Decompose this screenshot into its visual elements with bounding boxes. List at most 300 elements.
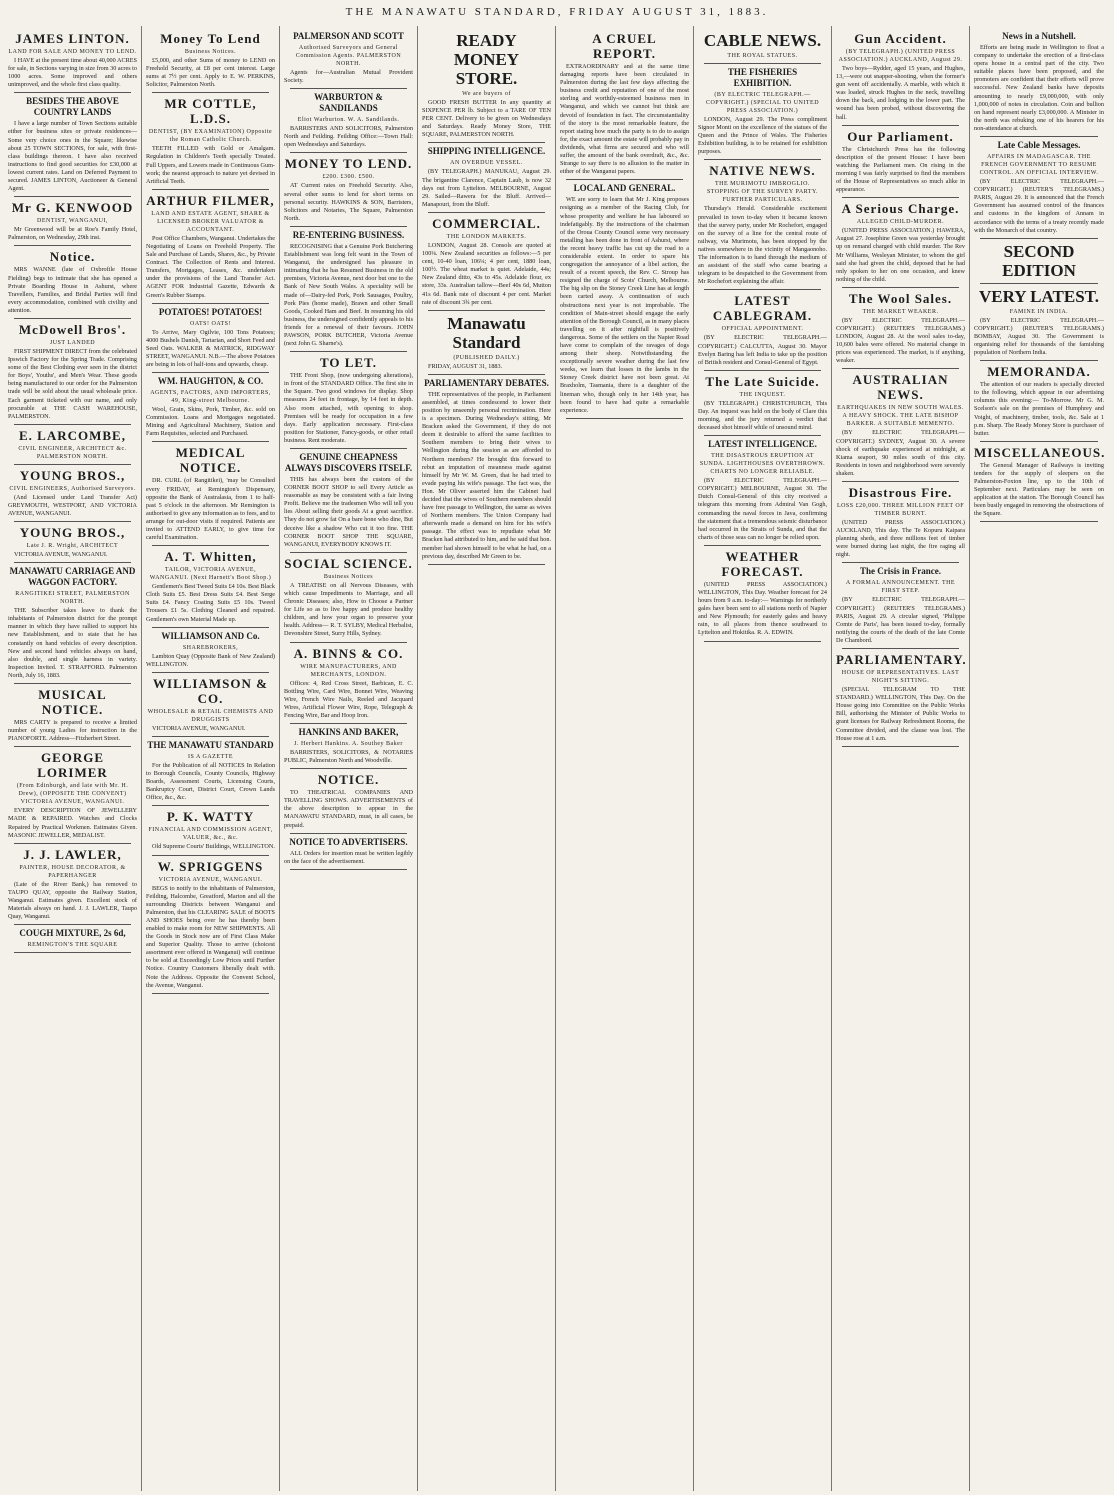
divider-rule (152, 545, 269, 546)
article-subheading: FAMINE IN INDIA. (1009, 308, 1069, 315)
article-headline: LOCAL AND GENERAL. (573, 183, 676, 194)
article (284, 355, 413, 449)
article (146, 96, 275, 189)
article (146, 809, 275, 855)
article-subheading: A FORMAL ANNOUNCEMENT. THE FIRST STEP. (845, 580, 956, 595)
article-headline: Notice. (49, 249, 96, 265)
article (146, 859, 275, 994)
article-headline: THE MANAWATU STANDARD (147, 739, 274, 750)
article-subheading: THE MURIMOTU IMBROGLIO. STOPPING OF THE SURVEY PARTY. FURTHER PARTICULARS. (706, 181, 819, 204)
article-body: (SPECIAL TELEGRAM TO THE STANDARD.) WELLINGTON, This Day. On the House going into Committee on the Public Works Bill, authorising the Minister of Public Works to grant licenses for Railway Refreshment Rooms, the Committee divided, and the clause was lost. The House rose at 1 a.m. (836, 686, 965, 742)
article-body: WE are sorry to learn that Mr J. King proposes resigning as a member of the Racing Club, for whose prosperity and welfare he has laboured so indefatigably. By the instructions of the chairman of the Oroua County Council some very necessary metalling has been done in front of Ashurst, where the recent heavy traffic has cut up the road to a considerable extent. In order to spare his congregation the annoyance of a libel action, the result of a recent speech, the Rev. C. Stroup has resigned the charge of Scots' Church, Melbourne. The big slip on the Stoney Creek Line has at length been carted away. A continuation of such obstructions next year is not improbable. The condition of Main-street should engage the early attention of the Borough Council, as in many places travelling on it after nightfall is positively dangerous. Some of the settlers on the Napier Road have come to complain of the ravages of dogs among their sheep. Notwithstanding the exceptionally severe weather during the last few weeks, we learn that losses in the lambs in the Stoney Creek district have not been great. At Braxholm, Tasmania, there is a daughter of the lineman who, though only in her 14th year, has been found to have had quite a remarkable experience. (560, 196, 689, 414)
article-headline: A Serious Charge. (841, 201, 960, 217)
article-body: THE representatives of the people, in Parliament assembled, at times condescend to lower their position by unseemly personal recrimination. Here is a specimen. During Wednesday's sitting, Mr Bracken asked the Government, if they do not deem it desirable to afford the same facilities to Southern members to bring their wives to Wellington during the session as are afforded to Northern members? He brought this forward to rebut an imputation of meanness made against himself by Mr W. M. Green, that he had tried to evade paying his wife's passage. The fact was, the Hon. Mr Oliver asserted him the Cabinet had decided that the wives of Southern members should have free passage to Wellington, the same as wives of Northern members. The Union Company had afterwards made a demand on him for his wife's passage. The effect was to repudiate what Mr Bracken had attributed to him, and he said that hon. member had shown himself to be what he had, on a previous day, described Mr Green to be. (422, 390, 551, 560)
article (146, 307, 275, 373)
article-subheading: VICTORIA AVENUE, WANGANUI. (158, 876, 263, 883)
article-headline: POTATOES! POTATOES! (158, 306, 263, 317)
article-subheading: OATS! OATS! (189, 320, 231, 327)
divider-rule (842, 562, 959, 563)
article-headline: McDowell Bros'. (18, 321, 127, 337)
article-headline: PALMERSON AND SCOTT (293, 31, 404, 41)
article-headline: LATEST INTELLIGENCE. (708, 439, 817, 450)
article-body: FIRST SHIPMENT DIRECT from the celebrated Ipswich Factory for the Spring Trade. Comprising some of the Best Clothing ever seen in the district for Boys', Youths', and Men's Wear. These goods being manufactured to our order for the Palmerston trade will be sold about the usual wholesale price. Each garment ticketed with our name, and only procurable at THE CASH WAREHOUSE, PALMERSTON. (8, 347, 137, 420)
article (8, 31, 137, 93)
article-body: FRIDAY, AUGUST 31, 1883. (428, 362, 503, 370)
article-subheading: OFFICIAL APPOINTMENT. (721, 326, 804, 333)
article-headline: YOUNG BROS., (19, 525, 126, 541)
divider-rule (14, 683, 131, 684)
article-body: AT Current rates on Freehold Security. Also, several other sums to lend for short terms on personal security. HAWKINS & SON, Barristers, Solicitors and Notaries, The Square, Palmerston North. (284, 182, 413, 222)
column-7 (832, 26, 970, 1491)
article-headline: J. J. LAWLER, (23, 846, 122, 862)
article-subheading: TAILOR, VICTORIA AVENUE, WANGANUI. (Next Harnett's Boot Shop.) (149, 567, 272, 582)
divider-rule (428, 564, 545, 565)
article-subheading: IS A GAZETTE (188, 753, 233, 760)
article-headline: VERY LATEST. (978, 286, 1099, 306)
article-body: For the Publication of all NOTICES In Relation to Borough Councils, County Councils, Highway Boards, Assessment Courts, Licensing Courts, Bankruptcy Court, District Court, Crown Lands Office, &c., &c. (146, 761, 275, 802)
article-subheading: AN OVERDUE VESSEL. (450, 160, 523, 167)
article (284, 556, 413, 643)
divider-rule (704, 545, 821, 546)
columns-container (4, 26, 1110, 1491)
divider-rule (980, 283, 1098, 284)
divider-rule (14, 196, 131, 197)
article-body: (And Licensed under Land Transfer Act) GREYMOUTH, WESTPORT, AND VICTORIA AVENUE, WANGANUI. (8, 493, 137, 517)
divider-rule (14, 92, 131, 93)
article-subheading: LOSS £20,000. THREE MILLION FEET OF TIMBER BURNT. (836, 503, 965, 517)
article-headline: TO LET. (319, 355, 378, 371)
article-body: GOOD FRESH BUTTER In any quantity at SIXPENCE PER lb. Subject to a TARE OF TEN PER CENT. Delivery to be given on Wednesdays and Saturdays. Ready Money Store, THE SQUARE, PALMERSTON NORTH. (422, 99, 551, 139)
article-body: TEETH FILLED with Gold or Amalgam. Regulation in Children's Teeth specially Treated. Full Uppers, and Lowers made in Continuous Gum-work; the nearest approach to nature yet devised in Artificial Teeth. (146, 145, 275, 185)
article-body: The Christchurch Press has the following description of the present House: I have been watching the Parliament men. On rising in the morning I was fairly surprised to find the members of the House of Representatives so much alike in appearance. (836, 145, 965, 194)
divider-rule (428, 374, 545, 375)
article (422, 216, 551, 311)
article (284, 837, 413, 870)
article-subheading: REMINGTON'S THE SQUARE (27, 942, 118, 949)
article-subheading: AFFAIRS IN MADAGASCAR. THE FRENCH GOVERNMENT TO RESUME CONTROL. AN OFFICIAL INTERVIEW. (979, 154, 1099, 177)
article-headline: News in a Nutshell. (1002, 31, 1076, 41)
article-subheading: HOUSE OF REPRESENTATIVES. LAST NIGHT'S SITTING. (841, 670, 960, 685)
divider-rule (14, 924, 131, 925)
article (8, 322, 137, 425)
divider-rule (842, 368, 959, 369)
article (146, 549, 275, 627)
article-headline: MR COTTLE, L.D.S. (164, 96, 257, 127)
article-body: Wool, Grain, Skins, Pork, Timber, &c. sold on Commission. Loans and Mortgages negotiated. Mining and Agricultural Machinery, Station and Farm Requisites, selected and Purchased. (146, 406, 275, 438)
divider-rule (842, 648, 959, 649)
divider-rule (290, 351, 407, 352)
article-subheading: LAND AND ESTATE AGENT, SHARE & LICENSED BROKER VALUATOR & ACCOUNTANT. (151, 210, 270, 233)
article-headline: NOTICE TO ADVERTISERS. (289, 836, 408, 847)
article-headline: The Wool Sales. (848, 290, 953, 306)
divider-rule (290, 833, 407, 834)
divider-rule (14, 424, 131, 425)
article-headline: MONEY TO LEND. (284, 156, 413, 172)
divider-rule (704, 641, 821, 642)
article (698, 163, 827, 290)
divider-rule (152, 855, 269, 856)
article-headline: ARTHUR FILMER, (146, 192, 275, 208)
article-body: THE Front Shop, (now undergoing alterations), in front of the STANDARD Office. The first site in the Square. Two good windows for display. Shop measures 24 feet in frontage, by 14 feet in depth. Also room attached, with opening to shop. Premises will be ready for occupation in a few days. Early application necessary. First-class position for Stationer, Fancy-goods, or other retail business. Rent moderate. (284, 372, 413, 444)
article (8, 468, 137, 522)
article-headline: Money To Lend (160, 31, 261, 46)
article-body: Gentlemen's Best Tweed Suits £4 10s. Best Black Cloth Suits £5. Best Dress Suits £4. Best Serge Suits £4. Fancy Coating Suits £5 10s. Tweed Trousers £1 5s. Clothing Cleaned and repaired. Gentlemen's own Material Made up. (146, 583, 275, 623)
column-8 (970, 26, 1108, 1491)
article-headline: The Late Suicide. (705, 373, 820, 389)
article-body: Agents for—Australian Mutual Provident Society. (284, 69, 413, 85)
article (836, 652, 965, 747)
article (8, 750, 137, 843)
article-body: (BY ELECTRIC TELEGRAPH.—COPYRIGHT.) CALCUTTA, August 30. Mayor Evelyn Baring has left India to take up the position of British resident and Consul-General of Egypt. (698, 334, 827, 366)
divider-rule (152, 372, 269, 373)
divider-rule (152, 189, 269, 190)
divider-rule (566, 179, 683, 180)
article-subheading: RANGITIKEI STREET, PALMERSTON NORTH. (15, 591, 130, 606)
article-body: ALL Orders for insertion must be written legibly on the face of the advertisement. (284, 849, 413, 865)
article-subheading: THE DISASTROUS ERUPTION AT SUNDA. LIGHTHOUSES OVERTHROWN. CHARTS NO LONGER RELIABLE. (699, 453, 826, 476)
article-headline: WILLIAMSON & CO. (153, 675, 268, 706)
article-headline: Gun Accident. (854, 31, 947, 46)
article-subheading: Eliot Warburton. W. A. Sandilands. (297, 117, 400, 124)
article-body: (BY ELECTRIC TELEGRAPH.—COPYRIGHT.) SYDNEY, August 30. A severe shock of earthquake experienced at midnight, at Kiama seaport, 90 miles south of this city. Residents in town and neighborhood were severely shaken. (836, 429, 965, 477)
divider-rule (14, 746, 131, 747)
divider-rule (152, 736, 269, 737)
article (836, 129, 965, 199)
article (698, 374, 827, 436)
article-subheading: JUST LANDED (49, 339, 96, 346)
masthead: THE MANAWATU STANDARD, FRIDAY AUGUST 31, 1883. (345, 6, 769, 18)
article (836, 291, 965, 370)
article-subheading: WIRE MANUFACTURERS, AND MERCHANTS, LONDON. (300, 663, 397, 678)
article-headline: Our Parliament. (847, 128, 954, 144)
article-subheading: (BY TELEGRAPH.) (UNITED PRESS ASSOCIATION.) AUCKLAND, August 29. (838, 49, 963, 63)
article-body: (BY ELECTRIC TELEGRAPH.—COPYRIGHT.) MELBOURNE, August 30. The Dutch Consul-General of this city received a telegram this morning from Admiral Van Gogh, commanding the naval forces in Java, confirming the statement that a tremendous seismic disturbance had occurred in the Straits of Sunda, and that the charts of those seas can no longer be relied upon. (698, 477, 827, 541)
article-headline: THE FISHERIES EXHIBITION. (727, 67, 798, 88)
article-body: TO THEATRICAL COMPANIES AND TRAVELLING SHOWS. ADVERTISEMENTS of the above description to appear in the MANAWATU STANDARD, must, in all cases, be prepaid. (284, 789, 413, 829)
divider-rule (290, 723, 407, 724)
article-subheading: We are buyers of (462, 91, 511, 97)
article-subheading: DENTIST, WANGANUI, (37, 218, 108, 225)
article-headline: MUSICAL NOTICE. (38, 687, 107, 718)
article-body: LONDON, August 28. Consols are quoted at 100⅛. New Zealand securities as follows:—5 per cent, 10-40 loan, 106¼; 4 per cent, 1880 loan, 100½. The wheat market is quiet. Adelaide, 44s; New Zealand ditto, 43s to 45s. Adelaide flour, ex store, 33s. Australian tallow—Beef 40s 6d, Mutton 41s 6d. Bank rate of discount 4 per cent. Market rate of discount 3¾ per cent. (422, 241, 551, 306)
article-body: RECOGNISING that a Genuine Pork Butchering Establishment was long felt want in the Town of Wanganui, the undersigned has pleasure in intimating that he has Resumed Business in the old premises, Victoria Avenue, next door but one to the Bank of New South Wales. A speciality will be made of—Dairy-fed Pork, Pork Sausages, Poultry, Pork Pies (home made), Brawn and other Small Goods, Cooked Ham and Beef. In resuming his old business, the undersigned confidently appeals to his friends for a renewal of their favours. JOHN PAWSON, PORK BUTCHER, Victoria Avenue (next John G. Sharne's). (284, 242, 413, 348)
article-headline: E. LARCOMBE, (19, 427, 126, 443)
article-subheading: LAND FOR SALE AND MONEY TO LEND. (8, 49, 137, 55)
article-headline: READY MONEY STORE. (453, 31, 520, 88)
article-headline: MEDICAL NOTICE. (175, 445, 246, 476)
article-headline: SHIPPING INTELLIGENCE. (427, 146, 546, 157)
article-body: DR. CURL (of Rangitikei), 'may be Consulted every FRIDAY, at Remington's Dispensary, opposite the Bank of Australasia, from 1 to half-past 5 o'clock in the afternoon. Mr Remington is authorised to give any information as to fees, and to arrange for out-door visits if required. Patients are invited to ATTEND EARLY, to give time for careful Examination. (146, 477, 275, 542)
article-body: £5,000, and other Sums of money to LEND on Freehold Security, at £8 per cent interest. Large sums at 7½ per cent. Apply to E. W. PERKINS, Solicitor, Palmerston North. (146, 57, 275, 89)
article-headline: P. K. WATTY (166, 809, 255, 825)
article (422, 314, 551, 375)
article-body: A TREATISE on all Nervous Diseases, with which cause Impediments to Marriage, and all Chronic Diseases; also, How to Choose a Partner for Life so as to live happy and produce healthy children, and how your organ to preserve your health. Address— R. T. SYLBY, Medical Herbalist, Devonshire Street, Surry Hills, Sydney. (284, 581, 413, 638)
article-headline: Disastrous Fire. (848, 485, 953, 500)
divider-rule (704, 435, 821, 436)
divider-rule (152, 672, 269, 673)
article-subheading: CIVIL ENGINEER, ARCHITECT &c. PALMERSTON NORTH. (18, 445, 127, 460)
article-headline: JAMES LINTON. (15, 31, 130, 46)
article-headline: GENUINE CHEAPNESS ALWAYS DISCOVERS ITSELF. (284, 452, 413, 473)
divider-rule (980, 136, 1098, 137)
article (698, 549, 827, 642)
article-body: (UNITED PRESS ASSOCIATION.) WELLINGTON, This Day. Weather forecast for 24 hours from 9 a.m. to-day:— Warnings for northerly gales have been sent to all stations north of Napier and New Plymouth; for easterly gales and heavy rain, to all places from thence southward to Lyttelton and Hokitika. R. A. EDWIN. (698, 580, 827, 637)
column-3 (280, 26, 418, 1491)
article-headline: MISCELLANEOUS. (974, 444, 1106, 460)
divider-rule (290, 88, 407, 89)
divider-rule (290, 226, 407, 227)
divider-rule (14, 318, 131, 319)
article-body: Thursday's Herald. Considerable excitement prevailed in town to-day when it became known that the survey party, under Mr Rochefort, engaged on the survey of a line for the central route of railway, via Murimotu, has been stopped by the natives somewhere in the vicinity of Mangaonoho. The information is to hand through the medium of an assistant of the staff who came bearing a telegram to be despatched to the Government from Mr Rochefort explaining the affair. (698, 205, 827, 286)
article (836, 485, 965, 563)
article-subheading: EARTHQUAKES IN NEW SOUTH WALES. A HEAVY SHOCK. THE LATE BISHOP BARKER. A SUITABLE MEMENTO. (837, 405, 964, 428)
article (146, 445, 275, 546)
divider-rule (152, 805, 269, 806)
article-body: The attention of our readers is specially directed to the following, which appear in our advertising columns this evening:— To-Morrow. Mr G. M. Scelson's sale on the premises of Humphrey and Voight, of machinery, timber, tools, &c. Sale at 1 p.m. Sharp. The Ready Money Store is purchaser of butter. (974, 381, 1104, 437)
article-headline: COMMERCIAL. (432, 215, 541, 231)
divider-rule (980, 360, 1098, 361)
column-4 (418, 26, 556, 1491)
article-subheading: Business Notices. (184, 49, 237, 55)
divider-rule (152, 92, 269, 93)
article-body: Old Supreme Courts' Buildings, WELLINGTON. (152, 843, 275, 851)
article (8, 96, 137, 197)
divider-rule (14, 521, 131, 522)
article (974, 445, 1104, 523)
divider-rule (842, 481, 959, 482)
article-headline: MANAWATU CARRIAGE AND WAGGON FACTORY. (9, 566, 136, 588)
article-headline: AUSTRALIAN NEWS. (852, 372, 949, 403)
article (284, 452, 413, 553)
divider-rule (704, 289, 821, 290)
article-subheading: PAINTER, HOUSE DECORATOR, & PAPERHANGER (19, 864, 126, 879)
divider-rule (152, 303, 269, 304)
article (560, 183, 689, 419)
article-body: (UNITED PRESS ASSOCIATION.) HAWERA, August 27. Josephine Green was yesterday brought up on remand charged with child murder. The Rev Mr Williams, Wesleyan Minister, to whom the girl said she had given the child, deposed that he had only spoken to her on one occasion, and knew nothing of the child. (836, 227, 965, 283)
article (974, 140, 1104, 239)
article-body: Offices: 4, Red Cross Street, Barbican, E. C. Bottling Wire, Card Wire, Bonnet Wire, Weaving Wire, French Wire Nails, Reeled and Jacquard Wires, Artificial Flower Wire, Rope, Telegraph & Fencing Wire, Bar and Hoop Iron. (284, 679, 413, 719)
article-body: (UNITED PRESS ASSOCIATION.) AUCKLAND, This day. The Te Kopuru Kaipara planning sheds, and three millions feet of timber were burned during last night, the fire raging all night. (836, 519, 965, 559)
divider-rule (842, 197, 959, 198)
article (836, 31, 965, 126)
article-body: EVERY DESCRIPTION OF JEWELLERY MADE & REPAIRED. Watches and Clocks Repaired by Practical Workmen. Estimates Given. MASONIC JEWELLER, MEDALIST. (8, 807, 137, 839)
article (8, 847, 137, 925)
article (974, 242, 1104, 284)
article-headline: WARBURTON & SANDILANDS (314, 92, 383, 114)
divider-rule (290, 552, 407, 553)
divider-rule (428, 310, 545, 311)
divider-rule (290, 642, 407, 643)
article (284, 772, 413, 833)
article (422, 31, 551, 143)
article-subheading: CIVIL ENGINEERS, Authorised Surveyors. (9, 485, 136, 492)
article-body: MRS WANNE (late of Oxbrofile House Fielding) begs to intimate that she has opened a Private Boarding House in Ashurst, where Travellers, Families, and Bridal Parties will find every accommodation, combined with civility and attention. (8, 266, 137, 314)
article-headline: MEMORANDA. (987, 364, 1091, 380)
article-subheading: (BY ELECTRIC TELEGRAPH.—COPYRIGHT.) (SPECIAL TO UNITED PRESS ASSOCIATION.) (705, 92, 820, 114)
divider-rule (152, 627, 269, 628)
article (8, 249, 137, 319)
article-headline: Mr G. KENWOOD (11, 200, 134, 216)
article (8, 200, 137, 246)
article-headline: Late Cable Messages. (997, 140, 1081, 151)
divider-rule (704, 370, 821, 371)
article (146, 376, 275, 442)
divider-rule (842, 746, 959, 747)
article (146, 193, 275, 304)
article (974, 364, 1104, 442)
article-body: (BY TELEGRAPH.) MANUKAU, August 29. The brigantine Clarence, Captain Laub, is now 32 days out from Lyttelton. MELBOURNE, August 29. Sailed—Rawera for the Bluff. Arrived—Manapouri, from the Bluff. (422, 168, 551, 208)
article-body: BARRISTERS AND SOLICITORS, Palmerston North and Feilding. Feilding Office:—Town Hall: open Wednesdays and Saturdays. (284, 125, 413, 149)
article-body: THIS has always been the custom of the CORNER BOOT SHOP to sell Every Article as reasonable as may be consistent with a fair living Profit. Believe me the tradesmen Who will tell you lies About selling their goods At a great sacrifice. They do not grow fat On a bare bone who dine, But deceive like a shadow Who cut it too fine. THE CORNER BOOT SHOP THE SQUARE, WANGANUI, EVERYBODY KNOWS IT. (284, 476, 413, 548)
article-subheading: THE ROYAL STATUES. (727, 53, 798, 59)
article-body: THE Subscriber takes leave to thank the inhabitants of Palmerston district for the prompt manner in which they have rallied to support his new Establishment, and to state that he has constantly on hand vehicles of every description. New and second hand vehicles always on hand, also double, and single harness in variety. Inspection Invited. T. STRAFFORD. Palmerston North, July 16, 1883. (8, 607, 137, 679)
article (560, 31, 689, 180)
article-subheading: Late J. R. Wright, ARCHITECT (26, 543, 119, 550)
column-5 (556, 26, 694, 1491)
article-headline: WM. HAUGHTON, & CO. (157, 376, 264, 387)
divider-rule (290, 152, 407, 153)
article-headline: A. BINNS & CO. (293, 645, 404, 661)
article-headline: BESIDES THE ABOVE COUNTRY LANDS (26, 96, 119, 118)
article-body: (Late of the River Bank,) has removed to TAUPO QUAY, opposite the Railway Station, Wanganui. Estimates given. Excellent stock of Materials always on hand. J. J. LAWLER, Taupo Quay, Wanganui. (8, 880, 137, 921)
article-body: Lambton Quay (Opposite Bank of New Zealand) WELLINGTON. (146, 652, 275, 668)
divider-rule (980, 238, 1098, 239)
article (836, 201, 965, 288)
divider-rule (428, 212, 545, 213)
article-headline: SECOND EDITION (1002, 241, 1076, 280)
article (8, 525, 137, 563)
article-body: VICTORIA AVENUE, WANGANUI. (152, 724, 246, 732)
article (698, 439, 827, 546)
article-headline: W. SPRIGGENS (157, 858, 264, 874)
article-headline: LATEST CABLEGRAM. (712, 293, 813, 324)
divider-rule (14, 464, 131, 465)
article (146, 676, 275, 737)
article (698, 293, 827, 370)
article-body: (BY ELECTRIC TELEGRAPH.—COPYRIGHT.) (REUTER'S TELEGRAMS.) LONDON, August 28. At the wool sales to-day, 10,600 bales were offered. No material change in prices was experienced. The market, is if anything, weaker. (836, 316, 965, 365)
article (284, 230, 413, 352)
article (836, 566, 965, 649)
article-body: LONDON, August 29. The Press compliment Signor Monti on the excellence of the statues of the Queen and the Prince of Wales. The Fisheries Exhibition building, is to be retained for exhibition purposes. (698, 116, 827, 156)
divider-rule (152, 441, 269, 442)
article-headline: PARLIAMENTARY. (836, 652, 967, 668)
article-headline: YOUNG BROS., (19, 467, 126, 483)
article (146, 740, 275, 806)
article-subheading: J. Herbert Hankins. A. Southey Baker (294, 740, 403, 747)
article (8, 928, 137, 953)
article-subheading: (PUBLISHED DAILY.) (453, 354, 520, 361)
article-body: Efforts are being made in Wellington to float a company to undertake the erection of a first-class opera house in a central part of the city. Two suitable places have been proposed, and the promoters are confident that their efforts will prove successful. New Zealand banks have deposits amounting to nearly £9,000,000, with only 1,000,000 of notes in circulation. Coin and bullion on hand represent nearly £3,000,000. A Minister in the north was rebuking one of his hearers for his non-attendance at church. (974, 44, 1104, 132)
article-body: (BY ELECTRIC TELEGRAPH.—COPYRIGHT.) (REUTER'S TELEGRAMS.) BOMBAY, August 30. The Government is organising relief for thousands of the famishing population of Northern India. (974, 316, 1104, 357)
article (974, 31, 1104, 137)
article (284, 156, 413, 226)
column-1 (4, 26, 142, 1491)
article-subheading: AGENTS, FACTORS, AND IMPORTERS, 49, King-street Melbourne. (150, 390, 271, 405)
article (8, 428, 137, 465)
article (8, 566, 137, 684)
divider-rule (14, 562, 131, 563)
article-subheading: THE MARKET WEAKER. (862, 308, 939, 315)
article (284, 31, 413, 89)
article-headline: WILLIAMSON AND Co. (161, 630, 260, 641)
article-body: Two boys—Rydder, aged 15 years, and Hughes, 13,—were out snapper-shooting, when the former's gun went off accidentally. A marble, with which it was loaded, struck Hughes in the neck, travelling down the back, and lodging in the lower part. The wound has been probed, without discovering the ball. (836, 65, 965, 121)
article-subheading: ALLEGED CHILD-MURDER. (856, 219, 945, 226)
article-headline: PARLIAMENTARY DEBATES. (424, 377, 549, 388)
article-body: MRS CARTY is prepared to receive a limited number of young Ladies for instruction in the PIANOFORTE. Address—Fitzherbert Street. (8, 719, 137, 743)
article-body: Mr Greenwood will be at Roe's Family Hotel, Palmerston, on Wednesday, 29th inst. (8, 226, 137, 242)
divider-rule (428, 142, 545, 143)
article (8, 687, 137, 747)
article-subheading: THE INQUEST. (739, 391, 786, 398)
article-headline: RE-ENTERING BUSINESS. (292, 229, 405, 240)
article (284, 646, 413, 724)
article-body: The General Manager of Railways is inviting tenders for the supply of sleepers on the Palmerston-Foxton line, up to the 10th of September next. Particulars may be seen on application at the station. The Borough Council has been busily engaged in removing the obstructions of the Square. (974, 461, 1104, 518)
article-headline: A. T. Whitten, (164, 549, 257, 565)
article-headline: A CRUEL REPORT. (592, 31, 657, 61)
article-headline: SOCIAL SCIENCE. (284, 555, 413, 571)
article-subheading: Business Notices (323, 573, 374, 580)
article-body: I HAVE at the present time about 40,000 ACRES for sale, in Sections varying in size from 30 acres to 1000 acres. Some improved and others unimproved, and the whole first class quality. (8, 57, 137, 89)
article-headline: The Crisis in France. (860, 566, 941, 577)
column-2 (142, 26, 280, 1491)
article (146, 631, 275, 673)
divider-rule (842, 125, 959, 126)
article-headline: Manawatu Standard (447, 313, 526, 352)
article (698, 31, 827, 64)
article (422, 378, 551, 565)
article-body: VICTORIA AVENUE, WANGANUI. (14, 551, 108, 559)
article-subheading: Authorised Surveyors and General Commission Agents. PALMERSTON NORTH. (295, 45, 402, 67)
divider-rule (290, 869, 407, 870)
divider-rule (290, 448, 407, 449)
article-headline: HANKINS AND BAKER, (298, 726, 399, 737)
divider-rule (842, 287, 959, 288)
article-body: (BY TELEGRAPH.) CHRISTCHURCH, This Day. An inquest was held on the body of Clare this morning, and the jury returned a verdict that deceased shot himself while of unsound mind. (698, 399, 827, 432)
divider-rule (290, 768, 407, 769)
column-6 (694, 26, 832, 1491)
article (836, 372, 965, 482)
article-body: (BY ELECTRIC TELEGRAPH.—COPYRIGHT.) (REUTER'S TELEGRAMS.) PARIS, August 29. It is announced that the French Government has assumed control of the finances and customs in the kingdom of Annam in accordance with the terms of a treaty recently made with the Monarch of that country. (974, 178, 1104, 234)
divider-rule (980, 441, 1098, 442)
article-body: BARRISTERS, SOLICITORS, & NOTARIES PUBLIC, Palmerston North and Woodville. (284, 748, 413, 765)
article-subheading: DENTIST, (BY EXAMINATION) Opposite the Roman Catholic Church. (148, 129, 273, 144)
article-body: EXTRAORDINARY and at the same time damaging reports have been circulated in Palmerston during the last few days affecting the business credit and reputation of one of the most sterling and worthily-esteemed business men in Wanganui, and which we cannot but think are devoid of foundation in fact. The circumstantiality of the story is the most remarkable feature, the report stating how much the party is to do to assign for, the exact amount the estate will probably pay in dividends, what firms are secured and who will suffer, the amount of the bank overdraft, &c., &c. Strange to say there is no allusion to the matter in either of the Wanganui papers. (560, 63, 689, 176)
article-body: To Arrive, Mary Ogilvie, 100 Tons Potatoes; 4000 Bushels Danish, Tartarian, and Short Feed and Seed Oats. WALKER & MATRICK, RIDGWAY STREET, WANGANUI. N.B.—The above Potatoes are being in lots of half-tons and upwards, cheap. (146, 328, 275, 368)
article-headline: CABLE NEWS. (703, 31, 822, 50)
article-headline: NATIVE NEWS. (709, 163, 816, 179)
article-headline: GEORGE LORIMER (37, 750, 108, 781)
divider-rule (14, 843, 131, 844)
article (284, 92, 413, 153)
article (284, 727, 413, 769)
article (974, 287, 1104, 361)
article-body: I have a large number of Town Sections suitable either for business sites or private residences—Some very choice ones in the Square; likewise about 25 TOWN SECTIONS, for sale, with first-class buildings thereon. I have also received instructions to find good securities for £30,000 at lowest current rates. Land on Deferred Payment to secured. JAMES LINTON, Auctioneer & General Agent. (8, 120, 137, 193)
divider-rule (14, 245, 131, 246)
article-subheading: THE LONDON MARKETS. (446, 233, 527, 240)
article-headline: WEATHER FORECAST. (721, 548, 804, 579)
divider-rule (704, 63, 821, 64)
divider-rule (980, 521, 1098, 522)
divider-rule (704, 159, 821, 160)
divider-rule (152, 993, 269, 994)
article-subheading: SHAREBROKERS, (182, 644, 239, 651)
divider-rule (14, 952, 131, 953)
divider-rule (566, 418, 683, 419)
article-body: BEGS to notify to the inhabitants of Palmerston, Feilding, Halcombe, Greatford, Marton and all the surrounding Districts between Wanganui and Palmerston, that his CLEARING SALE of BOOTS AND SHOES being over he has thereby been enabled to make room for NEW SHIPMENTS. All the Goods in Stock now are of First Class Make and Superior Quality. Those to arrive (choicest assortment ever offered in Wanganui) will continue to be sold at Exceedingly Low Prices until Further Notice. Country Customers liberally dealt with. Note the Address. Opposite the Convent School, the Avenue, Wanganui. (146, 884, 275, 989)
article-headline: COUGH MIXTURE, 2s 6d, (19, 928, 126, 939)
article-headline: NOTICE. (317, 772, 380, 788)
article (422, 146, 551, 212)
